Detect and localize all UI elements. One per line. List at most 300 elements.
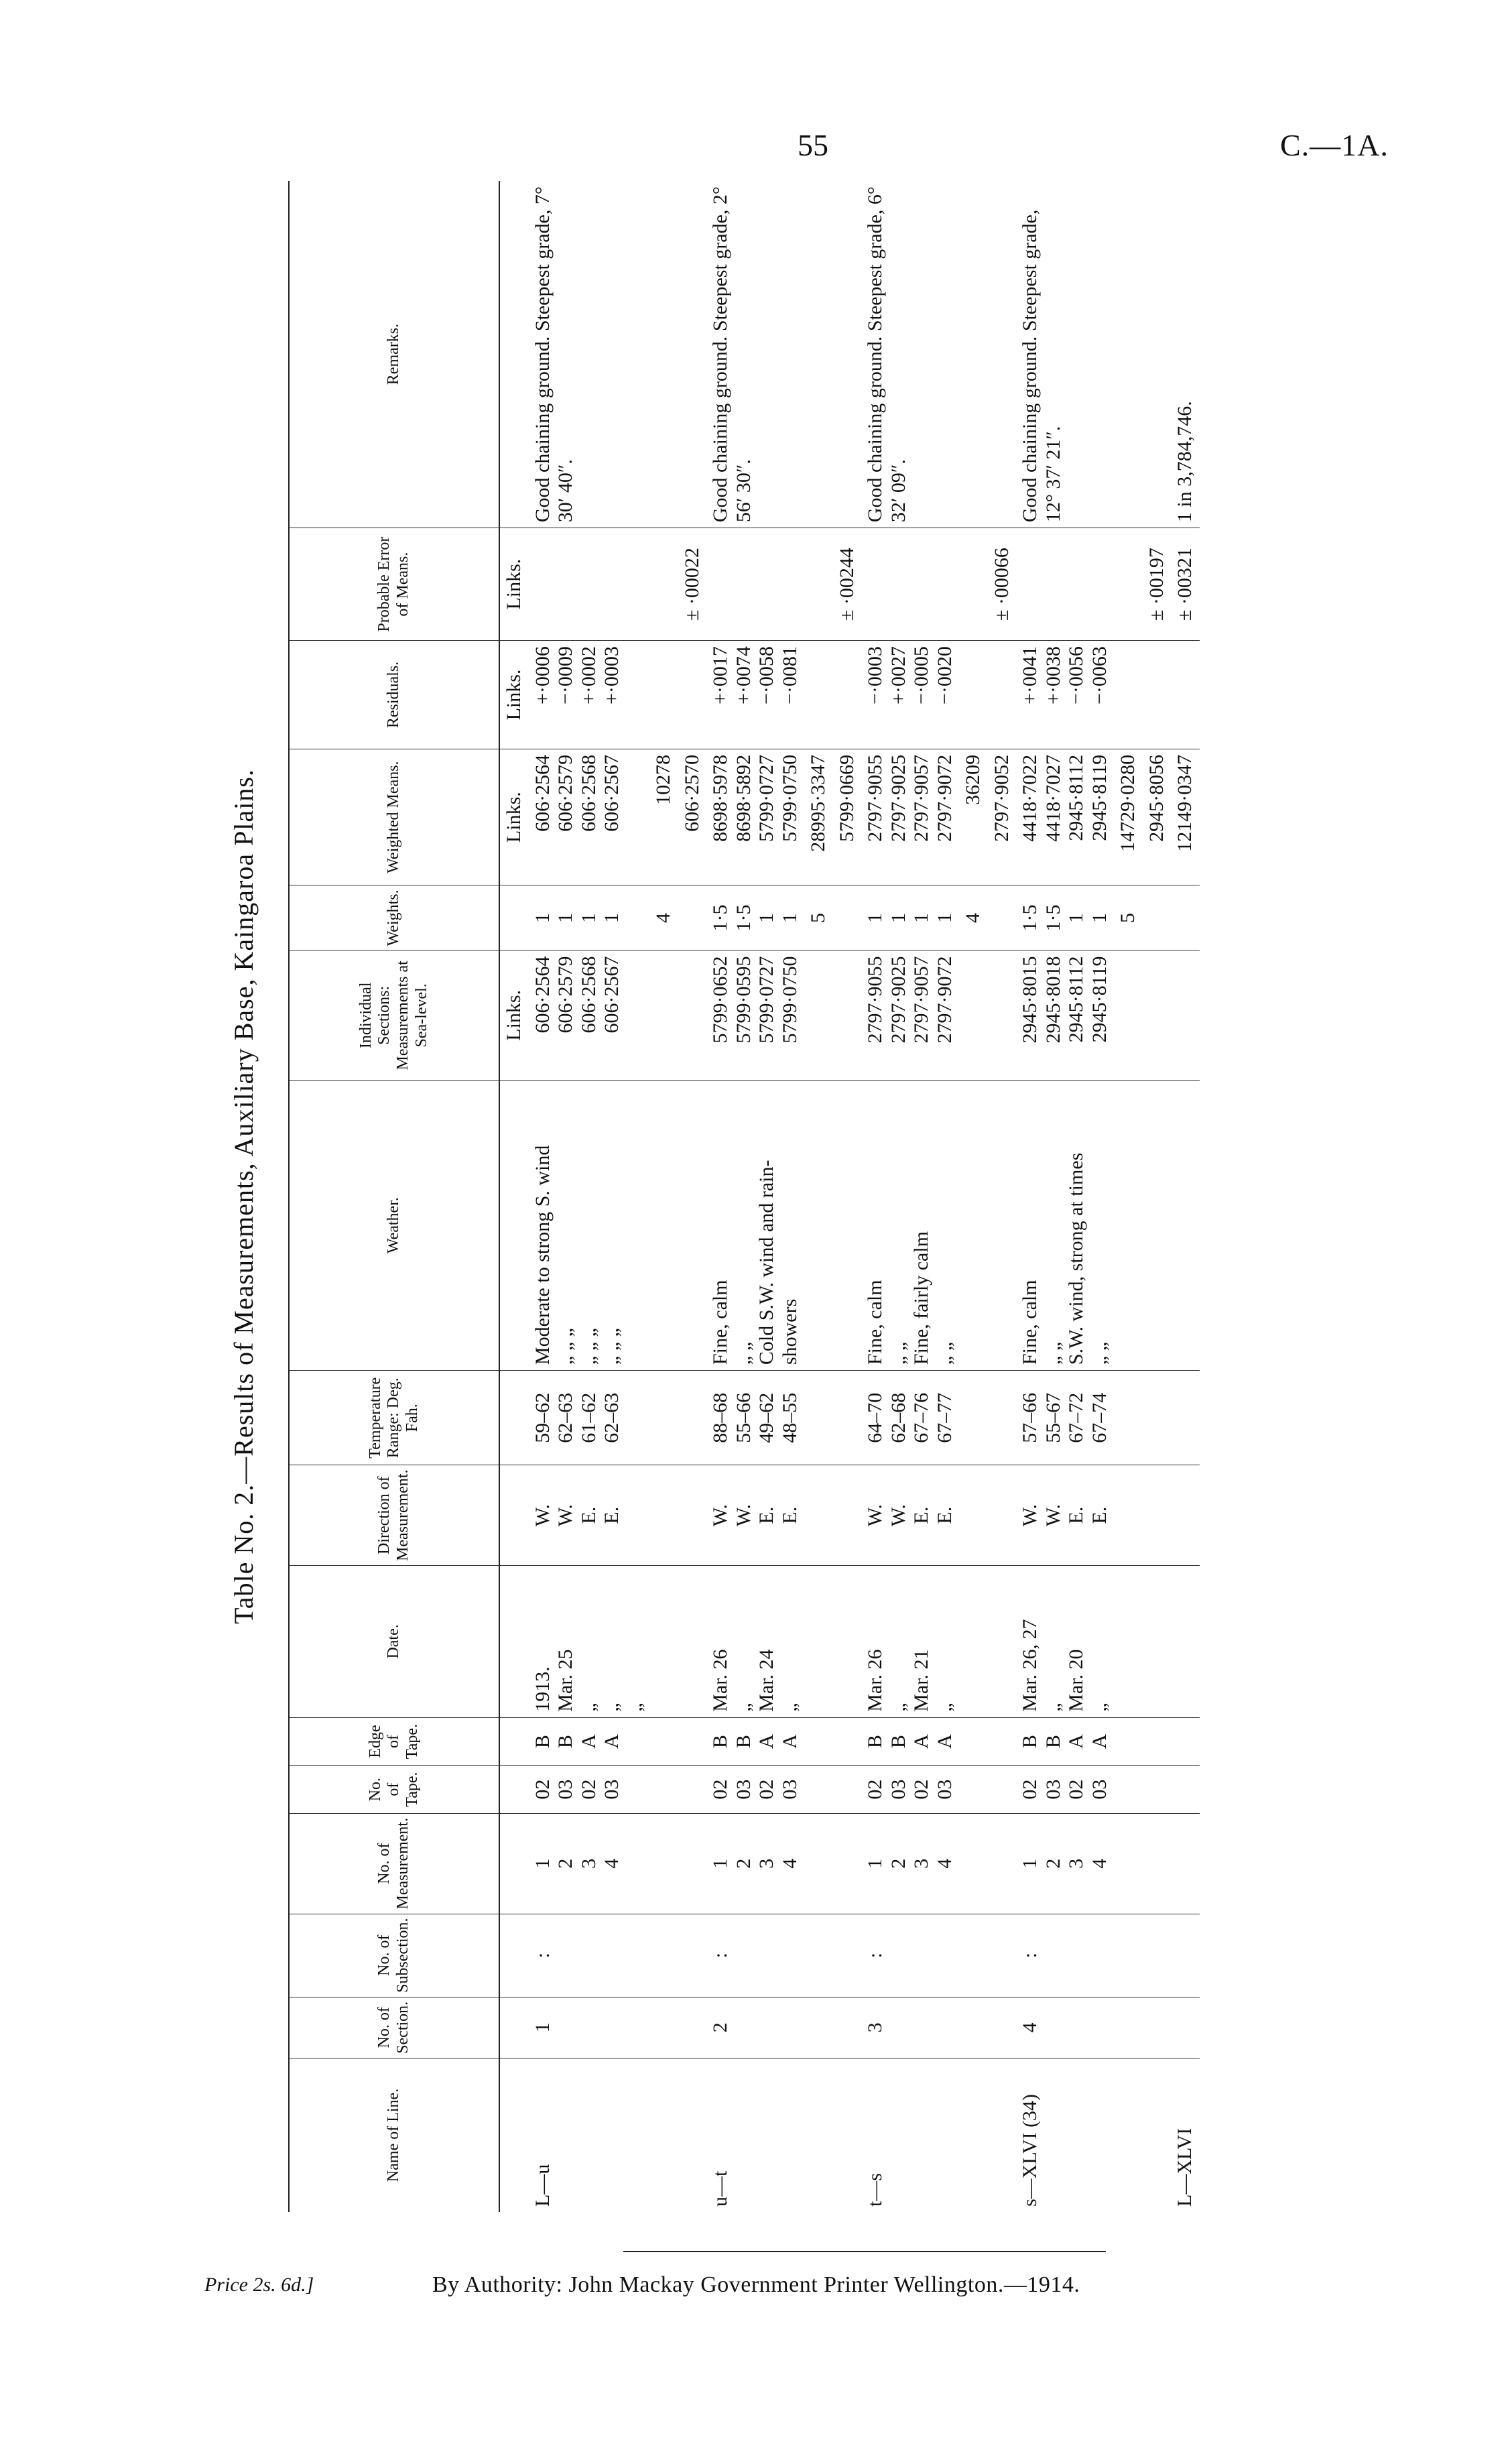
tape-numbers-line: 03 (601, 1779, 623, 1800)
directions-line: E. (577, 1506, 600, 1524)
temperatures (861, 1371, 959, 1465)
temperatures-line: 48–55 (778, 1392, 801, 1443)
total-empty (1171, 1813, 1200, 1914)
residuals-line: +·0017 (709, 646, 731, 705)
sum-empty (959, 1813, 988, 1914)
individual-measurements-line: 2797·9057 (910, 956, 932, 1044)
weather (529, 1081, 650, 1371)
weather-line: „ „ „ (601, 1328, 623, 1365)
mean-empty (1143, 2058, 1172, 2212)
units-empty (499, 1465, 529, 1566)
sum-empty (959, 950, 988, 1081)
weights (861, 885, 959, 950)
sum-weight: 5 (1114, 885, 1143, 950)
weather-line: Fine, calm (864, 1280, 886, 1365)
weather-line: S.W. wind, strong at times (1065, 1152, 1087, 1365)
units-empty (499, 885, 529, 950)
subsection-number: : (861, 1914, 959, 1997)
weights-line: 1 (1088, 912, 1111, 923)
mean-empty (678, 1371, 707, 1465)
weights-line: 1 (864, 912, 886, 923)
total-mean: 12149·0347 (1171, 749, 1200, 885)
dates (861, 1566, 959, 1718)
total-empty (1171, 641, 1200, 749)
sum-empty (649, 641, 678, 749)
individual-measurements (861, 950, 959, 1081)
sum-empty (804, 1371, 833, 1465)
tape-numbers-line: 02 (755, 1779, 777, 1800)
weighted-means-line: 2797·9072 (933, 754, 956, 842)
measurement-numbers (529, 1813, 650, 1914)
document-reference: C.—1A. (1280, 128, 1389, 162)
sum-empty (959, 1914, 988, 1997)
weather-line: „ „ „ (554, 1328, 576, 1365)
measurement-numbers-line: 1 (531, 1858, 554, 1869)
tape-edges-line: A (577, 1734, 600, 1749)
sum-empty (649, 1766, 678, 1814)
mean-empty (1143, 1766, 1172, 1814)
weather (1016, 1081, 1114, 1371)
individual-measurements-line: 5799·0750 (778, 956, 801, 1044)
mean-value: 5799·0669 (833, 749, 862, 885)
date-line: „ (1088, 1703, 1111, 1712)
mean-empty (833, 181, 862, 528)
sum-empty (959, 1997, 988, 2058)
residuals (529, 641, 650, 749)
mean-empty (988, 950, 1017, 1081)
mean-empty (678, 1813, 707, 1914)
mean-empty (1143, 950, 1172, 1081)
temperatures-line: 67–74 (1088, 1392, 1111, 1443)
residuals-line: +·0027 (887, 646, 909, 705)
tape-numbers (529, 1766, 650, 1814)
sum-empty (804, 1914, 833, 1997)
individual-measurements-line: 2945·8015 (1019, 956, 1041, 1044)
residuals (1016, 641, 1114, 749)
measurement-numbers-line: 1 (1019, 1858, 1041, 1869)
sum-mean: 36209 (959, 749, 988, 885)
col-weights: Weights. (289, 885, 499, 950)
date-line: Mar. 25 (554, 1649, 576, 1712)
sum-empty (804, 950, 833, 1081)
col-probable-error: Probable Error of Means. (289, 528, 499, 641)
probable-error-value: ± ·00244 (833, 528, 862, 641)
sum-empty (1114, 1081, 1143, 1371)
date-line: „ (1042, 1703, 1064, 1712)
col-measurement: No. of Measurement. (289, 1813, 499, 1914)
sum-empty (1114, 1914, 1143, 1997)
mean-empty (833, 2058, 862, 2212)
section-number: 1 (529, 1997, 650, 2058)
temperatures-line: 62–68 (887, 1392, 909, 1443)
table-body (499, 181, 1200, 2212)
date-line: „ (732, 1703, 755, 1712)
tape-numbers-line: 02 (577, 1779, 600, 1800)
directions-line: W. (887, 1504, 909, 1527)
units-empty (499, 1766, 529, 1814)
date-line: „ (887, 1703, 909, 1712)
mean-empty (833, 1766, 862, 1814)
individual-measurements-line: 606·2579 (554, 956, 576, 1034)
total-row (1171, 181, 1200, 2212)
weighted-means-line: 2797·9025 (887, 754, 909, 842)
col-weather: Weather. (289, 1081, 499, 1371)
weighted-means-line: 2945·8119 (1088, 754, 1111, 841)
section-number: 2 (706, 1997, 804, 2058)
price-note: Price 2s. 6d.] (204, 2274, 314, 2296)
individual-measurements-line: 2945·8119 (1088, 956, 1111, 1043)
total-empty (1171, 1371, 1200, 1465)
directions-line: W. (531, 1504, 554, 1527)
weighted-means (529, 749, 650, 885)
weather-line: „ „ (1088, 1341, 1111, 1365)
directions-line: E. (755, 1506, 777, 1524)
residuals (706, 641, 804, 749)
mean-empty (988, 1766, 1017, 1814)
sum-empty (1114, 181, 1143, 528)
individual-measurements (1016, 950, 1114, 1081)
weighted-means-line: 5799·0727 (755, 754, 777, 842)
units-empty (499, 1914, 529, 1997)
tape-edges-line: B (531, 1735, 554, 1749)
measurement-numbers-line: 2 (732, 1858, 755, 1869)
temperatures-line: 49–62 (755, 1392, 777, 1443)
individual-measurements-line: 606·2564 (531, 956, 554, 1034)
directions-line: E. (933, 1506, 956, 1524)
tape-numbers-line: 02 (709, 1779, 731, 1800)
temperatures-line: 59–62 (531, 1392, 554, 1443)
measurement-numbers-line: 3 (755, 1858, 777, 1869)
temperatures (1016, 1371, 1114, 1465)
mean-row (678, 181, 707, 2212)
weights-line: 1·5 (732, 904, 755, 932)
measurement-numbers-line: 1 (864, 1858, 886, 1869)
remarks: Good chaining ground. Steepest grade, 7° 30′ 40″. (531, 186, 576, 523)
sum-empty (804, 641, 833, 749)
col-temperature: Temperature Range: Deg. Fah. (289, 1371, 499, 1465)
sum-empty (959, 1371, 988, 1465)
directions-line: W. (732, 1504, 755, 1527)
total-empty (1171, 1081, 1200, 1371)
weights-line: 1 (933, 912, 956, 923)
line-name: u—t (706, 2058, 804, 2212)
sum-empty (959, 1465, 988, 1566)
measurement-numbers (706, 1813, 804, 1914)
temperatures-line: 55–66 (732, 1392, 755, 1443)
directions-line: E. (1088, 1506, 1111, 1524)
date-line: Mar. 21 (910, 1649, 932, 1712)
weights-line: 1 (755, 912, 777, 923)
tape-edges-line: A (910, 1734, 932, 1749)
units-probable: Links. (499, 528, 529, 641)
sum-empty (804, 181, 833, 528)
mean-row (833, 181, 862, 2212)
sum-empty (1114, 1997, 1143, 2058)
date-line: Mar. 26, 27 (1019, 1619, 1041, 1712)
weights-line: 1·5 (1042, 904, 1064, 932)
sum-empty (959, 528, 988, 641)
sum-weight: 5 (804, 885, 833, 950)
weights-line: 1 (577, 912, 600, 923)
sum-empty (804, 528, 833, 641)
sum-empty (959, 1566, 988, 1718)
residuals (861, 641, 959, 749)
tape-numbers-line: 03 (933, 1779, 956, 1800)
weights-line: 1 (1065, 912, 1087, 923)
weather-line: Cold S.W. wind and rain- (755, 1160, 777, 1365)
mean-empty (988, 1997, 1017, 2058)
weighted-means-line: 606·2568 (577, 754, 600, 832)
individual-measurements-line: 606·2567 (601, 956, 623, 1034)
mean-colon (988, 885, 1017, 950)
col-remarks: Remarks. (289, 181, 499, 528)
residuals-line: +·0002 (577, 646, 600, 705)
mean-value: 2797·9052 (988, 749, 1017, 885)
directions-line: E. (778, 1506, 801, 1524)
mean-empty (678, 1997, 707, 2058)
total-empty (1171, 1717, 1200, 1766)
mean-empty (988, 1465, 1017, 1566)
table-row (861, 181, 959, 2212)
units-empty (499, 1813, 529, 1914)
temperatures-line: 64–70 (864, 1392, 886, 1443)
weighted-means-line: 2797·9057 (910, 754, 932, 842)
sum-empty (804, 1766, 833, 1814)
page-number: 55 (798, 128, 828, 162)
probable-error (529, 528, 650, 641)
weather-line: Moderate to strong S. wind (531, 1145, 554, 1365)
sum-empty (1114, 528, 1143, 641)
date-line: Mar. 26 (864, 1649, 886, 1712)
weighted-means-line: 606·2567 (601, 754, 623, 832)
residuals-line: −·0003 (864, 646, 886, 705)
mean-empty (678, 1914, 707, 1997)
subsection-number: : (706, 1914, 804, 1997)
measurement-numbers-line: 3 (577, 1858, 600, 1869)
date-line: Mar. 20 (1065, 1649, 1087, 1712)
sum-weight: 4 (649, 885, 678, 950)
residuals-line: −·0063 (1088, 646, 1111, 705)
mean-row (988, 181, 1017, 2212)
residuals-line: +·0003 (601, 646, 623, 705)
table-row (529, 181, 650, 2212)
remarks: Good chaining ground. Steepest grade, 6° 32′ 09″. (864, 186, 909, 523)
mean-empty (1143, 641, 1172, 749)
measurement-numbers (1016, 1813, 1114, 1914)
dates (1016, 1566, 1114, 1718)
tape-numbers-line: 02 (531, 1779, 554, 1800)
mean-colon (833, 885, 862, 950)
line-name: L—u (529, 2058, 650, 2212)
mean-empty (988, 181, 1017, 528)
sum-mean: 28995·3347 (804, 749, 833, 885)
weights (706, 885, 804, 950)
sum-empty (649, 1081, 678, 1371)
mean-empty (678, 1766, 707, 1814)
units-row (499, 181, 529, 2212)
weather (706, 1081, 804, 1371)
directions (1016, 1465, 1114, 1566)
tape-numbers-line: 03 (887, 1779, 909, 1800)
individual-measurements-line: 2797·9055 (864, 956, 886, 1044)
mean-empty (833, 1813, 862, 1914)
individual-measurements-line: 5799·0595 (732, 956, 755, 1044)
weighted-means-line: 8698·5892 (732, 754, 755, 842)
sum-empty (649, 1717, 678, 1766)
sum-weight: 4 (959, 885, 988, 950)
residuals-line: +·0038 (1042, 646, 1064, 705)
temperatures-line: 57–66 (1019, 1392, 1041, 1443)
sum-empty (804, 1081, 833, 1371)
total-line-name: L—XLVI (1171, 2058, 1200, 2212)
units-empty (499, 2058, 529, 2212)
subsection-number: : (529, 1914, 650, 1997)
sum-empty (804, 1465, 833, 1566)
mean-empty (833, 1997, 862, 2058)
mean-empty (678, 1465, 707, 1566)
probable-error (861, 528, 959, 641)
sum-empty (959, 641, 988, 749)
tape-edges-line: B (887, 1735, 909, 1749)
total-empty (1171, 1914, 1200, 1997)
weather-line: „ „ (1042, 1341, 1064, 1365)
tape-edges-line: A (601, 1734, 623, 1749)
weather-line: „ „ (933, 1341, 956, 1365)
date-line: „ (933, 1703, 956, 1712)
mean-empty (833, 1081, 862, 1371)
sum-empty (959, 1766, 988, 1814)
sum-empty (804, 1717, 833, 1766)
tape-edges-line: A (1065, 1734, 1087, 1749)
weights-line: 1 (601, 912, 623, 923)
measurement-numbers-line: 1 (709, 1858, 731, 1869)
mean-colon (1143, 885, 1172, 950)
sum-empty (649, 528, 678, 641)
sum-empty (959, 181, 988, 528)
weather-line: „ „ (887, 1341, 909, 1365)
sum-empty (1114, 1766, 1143, 1814)
individual-measurements (529, 950, 650, 1081)
mean-empty (988, 641, 1017, 749)
sum-empty (1114, 1813, 1143, 1914)
mean-empty (1143, 1465, 1172, 1566)
directions (529, 1465, 650, 1566)
col-date: Date. (289, 1566, 499, 1718)
mean-empty (833, 950, 862, 1081)
units-empty (499, 181, 529, 528)
residuals-line: −·0058 (755, 646, 777, 705)
section-number: 3 (861, 1997, 959, 2058)
directions (706, 1465, 804, 1566)
measurement-numbers-line: 4 (778, 1858, 801, 1869)
total-remarks: 1 in 3,784,746. (1174, 401, 1196, 523)
measurement-numbers-line: 3 (910, 1858, 932, 1869)
units-residuals: Links. (499, 641, 529, 749)
tape-edges-line: B (864, 1735, 886, 1749)
mean-empty (988, 1813, 1017, 1914)
mean-empty (678, 181, 707, 528)
tape-edges (529, 1717, 650, 1766)
tape-numbers (861, 1766, 959, 1814)
mean-empty (1143, 1914, 1172, 1997)
col-section: No. of Section. (289, 1997, 499, 2058)
mean-empty (678, 1566, 707, 1718)
tape-edges-line: B (1042, 1735, 1064, 1749)
residuals-line: −·0056 (1065, 646, 1087, 705)
col-tape: No. of Tape. (289, 1766, 499, 1814)
section-number: 4 (1016, 1997, 1114, 2058)
directions-line: E. (910, 1506, 932, 1524)
rotated-table-container (228, 181, 1334, 2212)
mean-empty (988, 1914, 1017, 1997)
weights-line: 1·5 (709, 904, 731, 932)
mean-empty (833, 1914, 862, 1997)
mean-value: 606·2570 (678, 749, 707, 885)
residuals-line: +·0074 (732, 646, 755, 705)
units-empty (499, 1371, 529, 1465)
mean-empty (833, 1465, 862, 1566)
tape-numbers-line: 02 (864, 1779, 886, 1800)
mean-empty (1143, 1566, 1172, 1718)
total-empty (1171, 1465, 1200, 1566)
mean-empty (833, 1717, 862, 1766)
sum-mean: 10278 (649, 749, 678, 885)
total-empty (1171, 1766, 1200, 1814)
weighted-means-line: 606·2579 (554, 754, 576, 832)
sum-empty (1114, 641, 1143, 749)
directions-line: W. (709, 1504, 731, 1527)
weighted-means (706, 749, 804, 885)
weights-line: 1 (554, 912, 576, 923)
individual-measurements-line: 2797·9025 (887, 956, 909, 1044)
probable-error (706, 528, 804, 641)
table-title: Table No. 2.—Results of Measurements, Auxiliary Base, Kaingaroa Plains. (229, 769, 259, 1624)
col-subsection: No. of Subsection. (289, 1914, 499, 1997)
residuals-line: −·0081 (778, 646, 801, 705)
sum-empty (1114, 1465, 1143, 1566)
total-empty (1171, 885, 1200, 950)
temperatures-line: 67–77 (933, 1392, 956, 1443)
sum-empty (959, 2058, 988, 2212)
tape-numbers-line: 03 (732, 1779, 755, 1800)
remarks: Good chaining ground. Steepest grade, 2° 56′ 30″. (709, 186, 755, 523)
probable-error-value: ± ·00197 (1143, 528, 1172, 641)
weighted-means-line: 5799·0750 (778, 754, 801, 842)
residuals-line: −·0020 (933, 646, 956, 705)
mean-empty (1143, 1371, 1172, 1465)
col-residuals: Residuals. (289, 641, 499, 749)
sum-empty (649, 1914, 678, 1997)
sum-row (959, 181, 988, 2212)
tape-numbers-line: 02 (910, 1779, 932, 1800)
sum-row (804, 181, 833, 2212)
weather-line: showers (778, 1298, 801, 1365)
col-edge: Edge of Tape. (289, 1717, 499, 1766)
sum-empty (649, 1465, 678, 1566)
footer-rule (623, 2251, 1106, 2252)
tape-edges-line: B (1019, 1735, 1041, 1749)
total-empty (1171, 1566, 1200, 1718)
tape-edges (861, 1717, 959, 1766)
sum-empty (804, 2058, 833, 2212)
units-empty (499, 1566, 529, 1718)
line-name: t—s (861, 2058, 959, 2212)
tape-numbers-line: 02 (1065, 1779, 1087, 1800)
sum-row (1114, 181, 1143, 2212)
probable-error-value: ± ·00066 (988, 528, 1017, 641)
total-empty (1171, 950, 1200, 1081)
temperatures-line: 61–62 (577, 1392, 600, 1443)
